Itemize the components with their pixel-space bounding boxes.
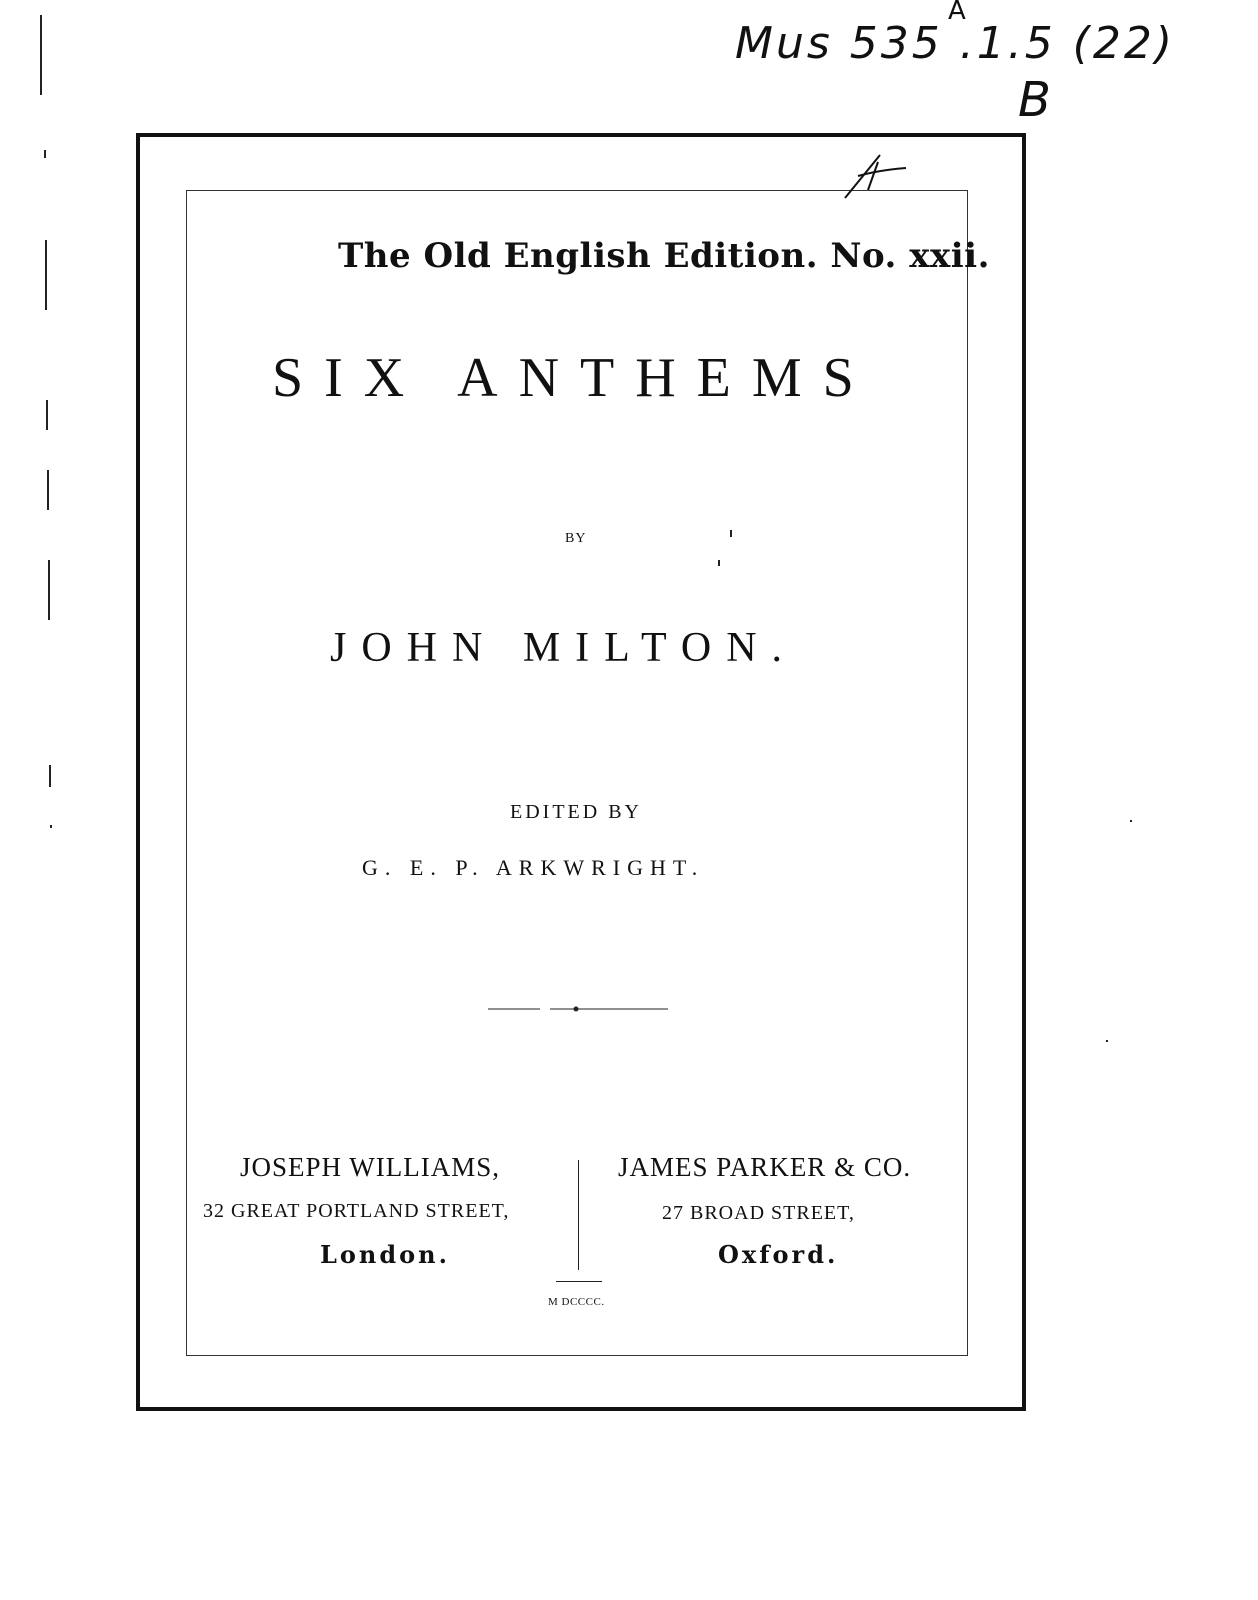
- scan-mark: [49, 765, 51, 787]
- scan-mark: [48, 560, 50, 620]
- publication-date: M DCCCC.: [548, 1296, 605, 1308]
- handwritten-mark-icon: [840, 150, 910, 210]
- publisher-divider: [578, 1160, 579, 1270]
- shelfmark-superscript: A: [948, 0, 966, 26]
- ornamental-rule: [488, 1006, 668, 1012]
- publisher-name-left: JOSEPH WILLIAMS,: [240, 1152, 501, 1182]
- publisher-city-left: London.: [320, 1240, 450, 1269]
- scan-mark: [718, 560, 720, 566]
- scan-mark: [50, 825, 52, 828]
- scan-mark: [47, 470, 49, 510]
- scan-mark: [40, 15, 42, 95]
- series-title: The Old English Edition. No. xxii.: [338, 236, 990, 276]
- scan-mark: [45, 240, 47, 310]
- page-title: SIX ANTHEMS: [272, 347, 875, 409]
- editor-name: G. E. P. ARKWRIGHT.: [362, 855, 705, 880]
- scan-mark: [730, 530, 732, 537]
- by-label: BY: [565, 531, 587, 546]
- date-rule: [556, 1281, 602, 1282]
- scan-mark: [44, 150, 46, 158]
- edited-by-label: EDITED BY: [510, 801, 642, 823]
- publisher-address-right: 27 BROAD STREET,: [662, 1202, 855, 1224]
- shelfmark: Mus 535 .1.5 (22): [735, 18, 1175, 69]
- publisher-city-right: Oxford.: [718, 1240, 839, 1269]
- scan-mark: [1130, 820, 1132, 822]
- scan-mark: [1106, 1040, 1108, 1042]
- publisher-address-left: 32 GREAT PORTLAND STREET,: [203, 1200, 510, 1222]
- author-name: JOHN MILTON.: [330, 625, 798, 671]
- scan-mark: [46, 400, 48, 430]
- publisher-name-right: JAMES PARKER & CO.: [618, 1152, 912, 1182]
- shelfmark-below: B: [1018, 72, 1051, 128]
